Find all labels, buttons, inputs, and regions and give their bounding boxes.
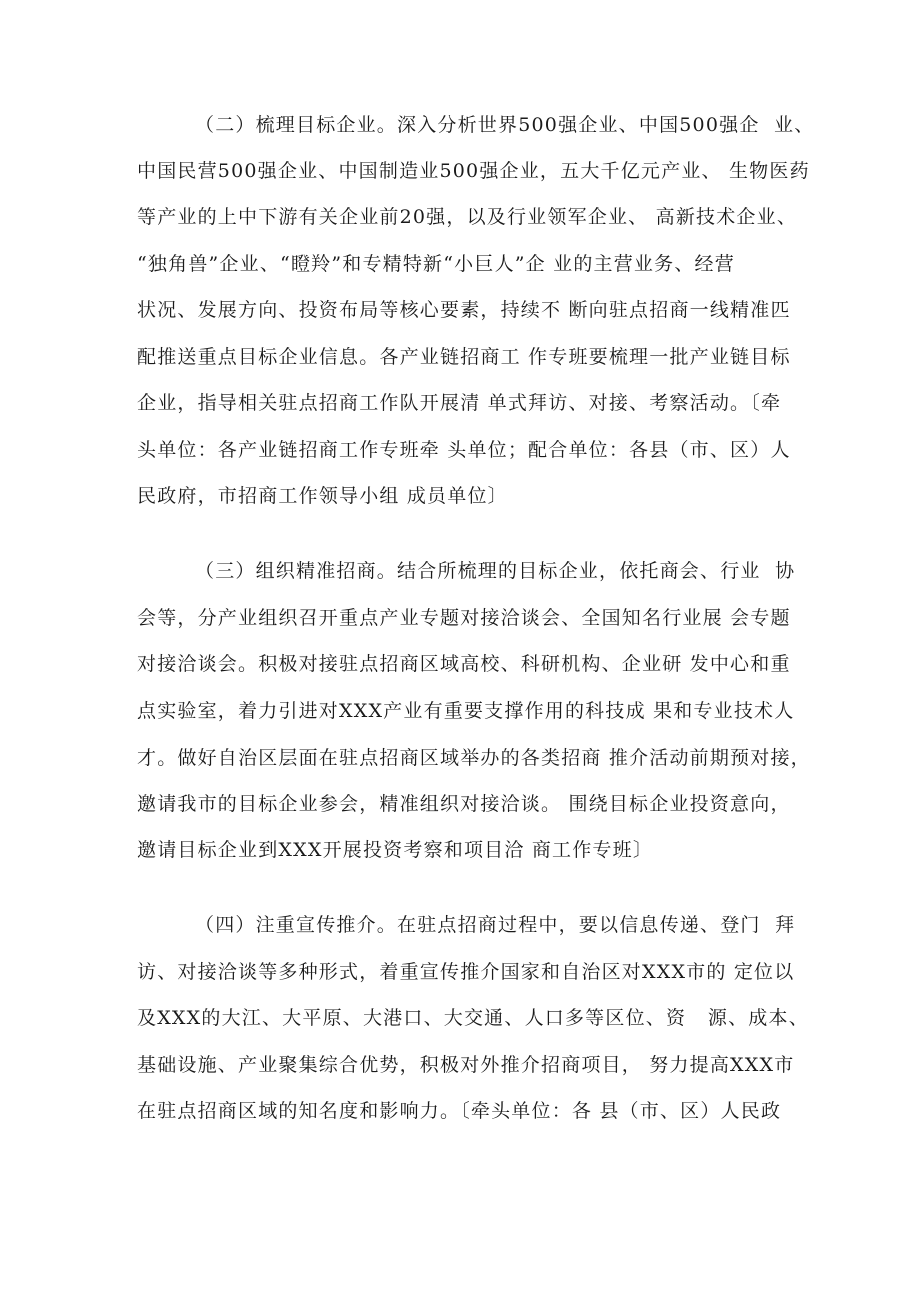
paragraph-line: 点实验室，着力引进对XXX产业有重要支撑作用的科技成 果和专业技术人 <box>137 700 795 722</box>
paragraph-line: 邀请目标企业到XXX开展投资考察和项目洽 商工作专班〕 <box>137 839 654 861</box>
paragraph-line: 才。做好自治区层面在驻点招商区域举办的各类招商 推介活动前期预对接， <box>137 747 811 769</box>
paragraph-line: 在驻点招商区域的知名度和影响力。〔牵头单位：各 县（市、区）人民政 <box>137 1100 782 1122</box>
paragraph-line: 访、对接洽谈等多种形式，着重宣传推介国家和自治区对XXX市的 定位以 <box>137 961 795 983</box>
paragraph-line: 会等，分产业组织召开重点产业专题对接洽谈会、全国知名行业展 会专题 <box>137 607 791 629</box>
paragraph-line: 民政府，市招商工作领导小组 成员单位〕 <box>137 485 508 507</box>
paragraph-line: 状况、发展方向、投资布局等核心要素，持续不 断向驻点招商一线精准匹 <box>137 299 791 321</box>
paragraph-line: （四）注重宣传推介。在驻点招商过程中，要以信息传递、登门 拜 <box>195 914 796 936</box>
paragraph-line: 基础设施、产业聚集综合优势，积极对外推介招商项目， 努力提高XXX市 <box>137 1054 795 1076</box>
paragraph-line: 及XXX的大江、大平原、大港口、大交通、人口多等区位、资 源、成本、 <box>137 1007 809 1029</box>
paragraph-line: 对接洽谈会。积极对接驻点招商区域高校、科研机构、企业研 发中心和重 <box>137 653 791 675</box>
paragraph-line: （二）梳理目标企业。深入分析世界500强企业、中国500强企 业、 <box>195 114 815 136</box>
paragraph-line: 配推送重点目标企业信息。各产业链招商工 作专班要梳理一批产业链目标 <box>137 346 791 368</box>
paragraph-line: 企业，指导相关驻点招商工作队开展清 单式拜访、对接、考察活动。〔牵 <box>137 392 782 414</box>
paragraph-line: 等产业的上中下游有关企业前20强，以及行业领军企业、 高新技术企业、 <box>137 206 798 228</box>
paragraph-line: 头单位：各产业链招商工作专班牵 头单位；配合单位：各县（市、区）人 <box>137 439 791 461</box>
paragraph-line: （三）组织精准招商。结合所梳理的目标企业，依托商会、行业 协 <box>195 560 796 582</box>
paragraph-line: 中国民营500强企业、中国制造业500强企业，五大千亿元产业、 生物医药 <box>137 160 810 182</box>
paragraph-line: 邀请我市的目标企业参会，精准组织对接洽谈。 围绕目标企业投资意向， <box>137 793 791 815</box>
paragraph-line: “独角兽”企业、“瞪羚”和专精特新“小巨人”企 业的主营业务、经营 <box>137 253 735 275</box>
